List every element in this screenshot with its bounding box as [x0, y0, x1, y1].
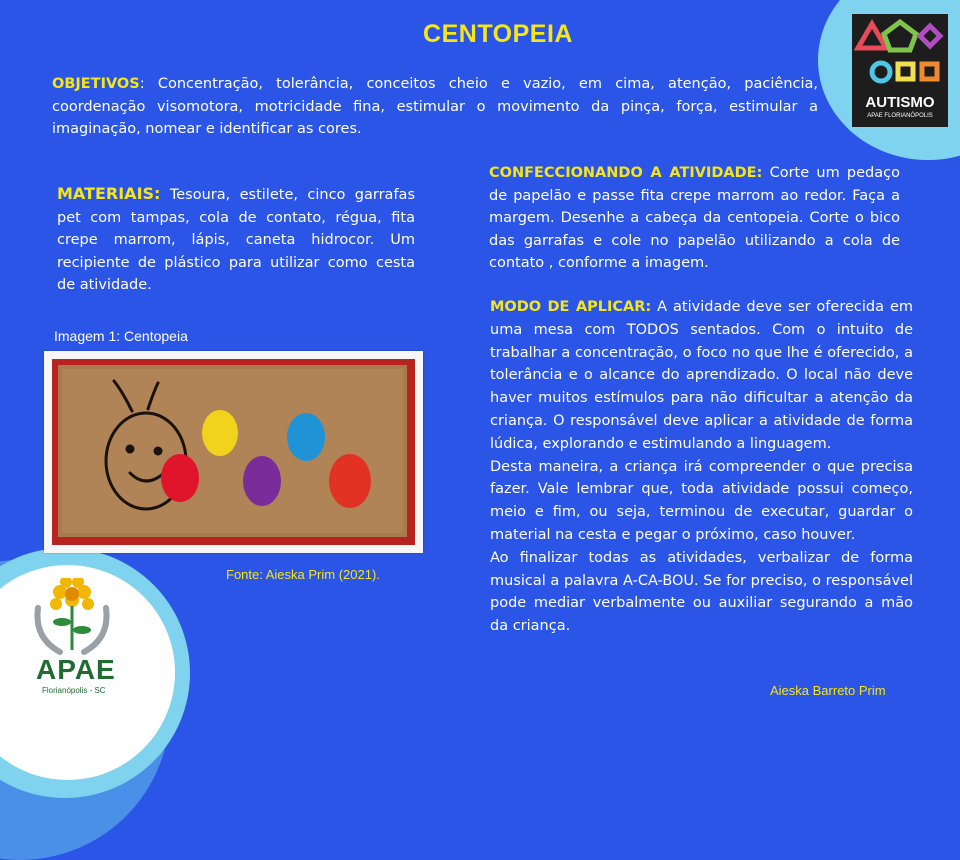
image-caption: Imagem 1: Centopeia: [54, 328, 188, 344]
author-credit: Aieska Barreto Prim: [770, 683, 886, 698]
yellow-cap: [202, 410, 238, 456]
objetivos-text: : Concentração, tolerância, conceitos cheio e vazio, em cima, atenção, paciência, coordenação visomotora, motricidade fina, estimular o movimento da pinça, força, estimular a imaginação, nomear e identificar as cores.: [52, 76, 818, 138]
orange-red-cap: [329, 454, 371, 508]
centopeia-photo: [44, 351, 423, 553]
materiais-paragraph: [57, 183, 415, 297]
cardboard-inner: [62, 369, 403, 533]
apae-flower-hands-icon: [30, 578, 170, 658]
apae-logo-name: APAE: [36, 654, 116, 685]
modo-label: MODO DE APLICAR:: [490, 299, 652, 315]
blue-cap: [287, 413, 325, 461]
image-source: Fonte: Aieska Prim (2021).: [226, 567, 380, 582]
modo-paragraph-3: Ao finalizar todas as atividades, verbalizar de forma musical a palavra A-CA-BOU. Se for preciso, o responsável pode mediar verbalmente ou auxiliar segurando a mão da criança.: [490, 549, 913, 635]
modo-de-aplicar-section: [490, 296, 913, 638]
confeccionando-label: CONFECCIONANDO A ATIVIDADE:: [489, 165, 763, 181]
confeccionando-text: Corte um pedaço de papelão e passe fita crepe marrom ao redor. Faça a margem. Desenhe a cabeça da centopeia. Corte o bico das garrafas e cole no papelão utilizando a cola de contato , conforme a imagem.: [489, 165, 900, 272]
red-cap: [161, 454, 199, 502]
modo-text: A atividade deve ser oferecida em uma mesa com TODOS sentados. Com o intuito de trabalhar a concentração, o foco no que lhe é oferecido, a tolerância e o alcance do aprendizado. O local não deve haver muitos estímulos para não dificultar a atenção da criança. O responsável deve aplicar a atividade de forma lúdica, explorando e estimulando a linguagem.: [490, 299, 913, 452]
centopeia-photo-illustration: [44, 351, 423, 553]
autismo-logo-sub: APAE FLORIANÓPOLIS: [867, 113, 933, 119]
autismo-shapes-icon: [852, 14, 948, 94]
materiais-text: Tesoura, estilete, cinco garrafas pet com tampas, cola de contato, régua, fita crepe marrom, lápis, caneta hidrocor. Um recipiente de plástico para utilizar como cesta de atividade.: [57, 187, 415, 294]
apae-logo-sub: Florianópolis - SC: [42, 686, 106, 695]
page-title: CENTOPEIA: [423, 20, 573, 48]
materiais-label: MATERIAIS:: [57, 184, 161, 203]
confeccionando-paragraph: [489, 162, 900, 275]
autismo-logo: [852, 14, 948, 127]
autismo-logo-name: AUTISMO: [865, 94, 935, 111]
modo-paragraph-1: [490, 296, 913, 456]
modo-paragraph-2: Desta maneira, a criança irá compreender o que precisa fazer. Vale lembrar que, toda atividade possui começo, meio e fim, ou seja, terminou de executar, guardar o material na cesta e pegar o próximo, caso houver.: [490, 458, 913, 543]
purple-cap: [243, 456, 281, 506]
objetivos-paragraph: [52, 73, 818, 141]
objetivos-label: OBJETIVOS: [52, 76, 140, 92]
